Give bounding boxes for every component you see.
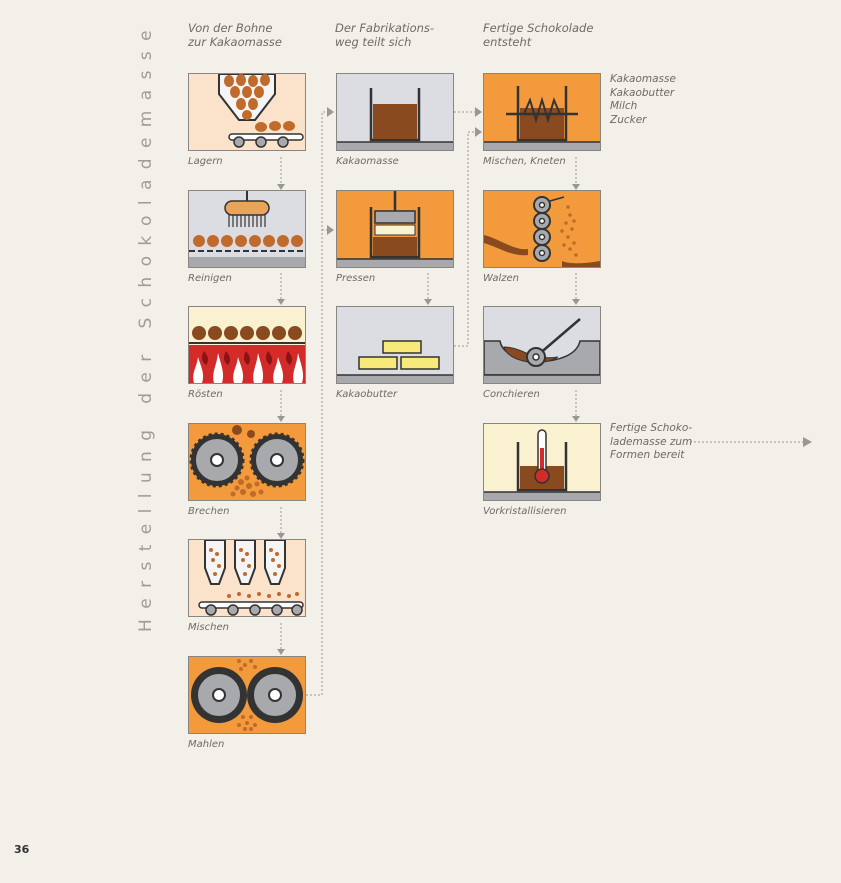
pressen-label: Pressen <box>336 273 376 284</box>
step-kakaomasse <box>336 73 454 167</box>
step-mischen-1 <box>188 539 306 633</box>
step-walzen <box>483 190 601 284</box>
mischen-kneten-label: Mischen, Kneten <box>483 156 566 167</box>
kakaobutter-label: Kakaobutter <box>336 389 398 400</box>
step-reinigen <box>188 190 306 284</box>
kakaobutter-illustration <box>336 306 454 384</box>
brechen-illustration <box>188 423 306 501</box>
page-number: 36 <box>14 843 30 856</box>
conchieren-label: Conchieren <box>483 389 540 400</box>
reinigen-label: Reinigen <box>188 273 232 284</box>
walzen-label: Walzen <box>483 273 519 284</box>
roesten-label: Rösten <box>188 389 223 400</box>
reinigen-illustration <box>188 190 306 268</box>
step-brechen <box>188 423 306 517</box>
section-title-text: Herstellung der Schokolademasse <box>136 20 157 632</box>
step-mischen-kneten <box>483 73 601 167</box>
lagern-illustration <box>188 73 306 151</box>
step-pressen <box>336 190 454 284</box>
mahlen-label: Mahlen <box>188 739 225 750</box>
step-vorkristallisieren <box>483 423 601 517</box>
kakaomasse-label: Kakaomasse <box>336 156 399 167</box>
step-mahlen <box>188 656 306 750</box>
mischen-label: Mischen <box>188 622 229 633</box>
vorkristallisieren-illustration <box>483 423 601 501</box>
roesten-illustration <box>188 306 306 384</box>
brechen-label: Brechen <box>188 506 230 517</box>
column-heading-3: Fertige Schokolade entsteht <box>483 21 594 49</box>
column-heading-2: Der Fabrikations- weg teilt sich <box>335 21 435 49</box>
output-note: Fertige Schoko- lademasse zum Formen bereit <box>610 422 693 461</box>
pressen-illustration <box>336 190 454 268</box>
mischen-kneten-illustration <box>483 73 601 151</box>
walzen-illustration <box>483 190 601 268</box>
step-lagern <box>188 73 306 167</box>
step-roesten <box>188 306 306 400</box>
mahlen-illustration <box>188 656 306 734</box>
mischen-illustration <box>188 539 306 617</box>
step-conchieren <box>483 306 601 400</box>
step-kakaobutter <box>336 306 454 400</box>
lagern-label: Lagern <box>188 156 223 167</box>
vorkristallisieren-label: Vorkristallisieren <box>483 506 567 517</box>
kakaomasse-illustration <box>336 73 454 151</box>
vertical-section-title <box>106 16 186 636</box>
column-heading-1: Von der Bohne zur Kakaomasse <box>188 21 282 49</box>
conchieren-illustration <box>483 306 601 384</box>
ingredients-note: Kakaomasse Kakaobutter Milch Zucker <box>610 73 676 126</box>
